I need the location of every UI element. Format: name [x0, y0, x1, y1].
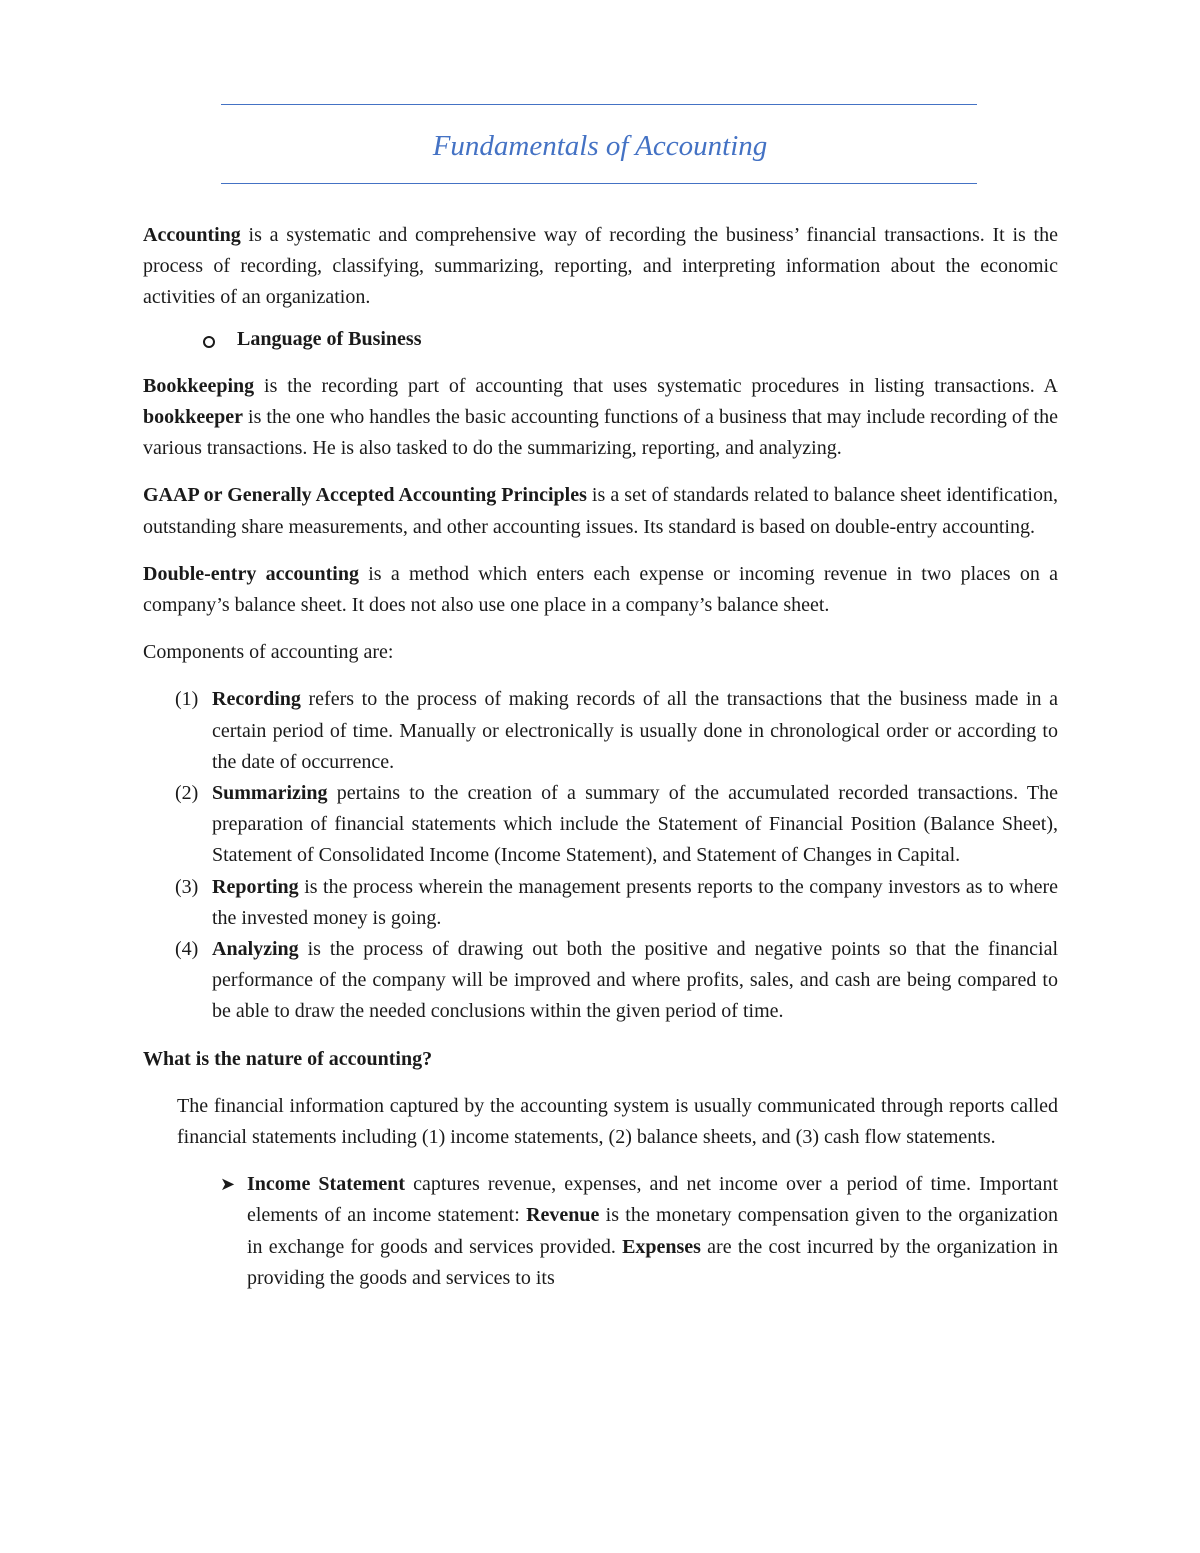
nature-heading-text: What is the nature of accounting? — [143, 1047, 433, 1070]
bullet-text: Language of Business — [237, 327, 422, 350]
component-term: Reporting — [212, 875, 299, 898]
bookkeeping-text-1: is the recording part of accounting that uses systematic procedures in listing transactions. A — [254, 374, 1058, 397]
nature-paragraph: The financial information captured by the accounting system is usually communicated through reports called financial statements including (1) income statements, (2) balance sheets, and (3) cash flow statements. — [177, 1094, 1058, 1149]
income-statement-text-2: is the monetary compensation given to the organization in exchange for goods and services provided. — [247, 1204, 1058, 1258]
arrow-bullet-icon: ➤ — [220, 1174, 236, 1196]
components-list — [143, 684, 1058, 1027]
list-number: (3) — [175, 875, 199, 898]
circle-bullet-icon — [203, 336, 215, 348]
list-item — [143, 778, 1058, 872]
intro-text: is a systematic and comprehensive way of recording the business’ financial transactions. It is the process of recording, classifying, summarizing, reporting, and interpreting information about the economic activities of an organization. — [143, 224, 1058, 309]
component-text: is the process of drawing out both the positive and negative points so that the financial performance of the company will be improved and where profits, sales, and cash are being compared to be able to draw the needed conclusions within the given period of time. — [212, 938, 1058, 1023]
intro-paragraph — [143, 220, 1058, 314]
gaap-text: is a set of standards related to balance sheet identification, outstanding share measurements, and other accounting issues. Its standard is based on double-entry accounting. — [143, 484, 1058, 538]
list-item — [143, 872, 1058, 934]
gaap-paragraph — [143, 480, 1058, 542]
double-entry-paragraph — [143, 559, 1058, 621]
double-entry-term: Double-entry accounting — [143, 562, 359, 585]
title-rule-bottom — [221, 183, 977, 184]
income-statement-text-1: captures revenue, expenses, and net income over a period of time. Important elements of an income statement: — [247, 1173, 1058, 1227]
list-number: (1) — [175, 688, 199, 711]
bookkeeping-term: Bookkeeping — [143, 374, 255, 397]
bullet-item — [143, 324, 1058, 355]
page-title: Fundamentals of Accounting — [432, 130, 768, 162]
component-text: refers to the process of making records of all the transactions that the business made in a certain period of time. Manually or electronically is usually done in chronological order or according to the date of occurrence. — [212, 688, 1058, 773]
bookkeeping-paragraph — [143, 371, 1058, 465]
component-term: Recording — [212, 688, 301, 711]
component-term: Analyzing — [212, 938, 299, 961]
income-statement-term: Income Statement — [247, 1173, 406, 1196]
list-item — [143, 684, 1058, 778]
revenue-term: Revenue — [526, 1204, 600, 1227]
double-entry-text: is a method which enters each expense or incoming revenue in two places on a company’s balance sheet. It does not also use one place in a company’s balance sheet. — [143, 562, 1058, 617]
document-body — [143, 220, 1058, 1294]
component-term: Summarizing — [212, 782, 328, 805]
list-item — [143, 934, 1058, 1028]
title-rule-top — [221, 104, 977, 105]
gaap-term: GAAP or Generally Accepted Accounting Principles — [143, 484, 587, 507]
expenses-term: Expenses — [622, 1235, 701, 1258]
bookkeeper-term: bookkeeper — [143, 406, 243, 429]
income-statement-item — [220, 1169, 1058, 1294]
components-intro: Components of accounting are: — [143, 641, 394, 664]
component-text: is the process wherein the management presents reports to the company investors as to where the invested money is going. — [212, 875, 1058, 929]
component-text: pertains to the creation of a summary of the accumulated recorded transactions. The preparation of financial statements which include the Statement of Financial Position (Balance Sheet), Statement of Consolidated Income (Income Statement), and Statement of Changes in Capital. — [212, 782, 1058, 867]
list-number: (2) — [175, 782, 199, 805]
list-number: (4) — [175, 938, 199, 961]
nature-heading — [143, 1044, 1058, 1075]
income-statement-text-3: are the cost incurred by the organization in providing the goods and services to its — [247, 1235, 1058, 1289]
intro-term: Accounting — [143, 224, 241, 246]
bookkeeping-text-2: is the one who handles the basic accounting functions of a business that may include recording of the various transactions. He is also tasked to do the summarizing, reporting, and analyzing. — [143, 406, 1058, 460]
